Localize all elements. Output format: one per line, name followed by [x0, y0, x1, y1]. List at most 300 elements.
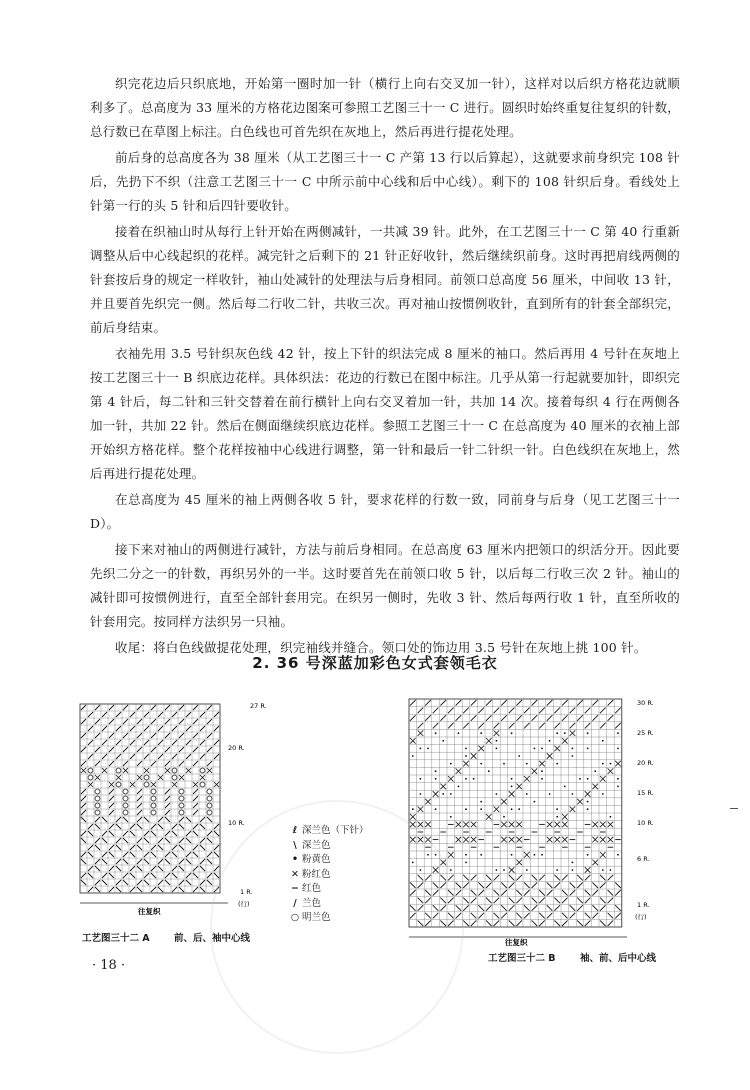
stitch-mark — [587, 808, 589, 810]
stitch-mark — [615, 905, 621, 911]
stitch-mark — [151, 747, 156, 752]
paragraph: 接着在织袖山时从每行上针开始在两侧减针，一共减 39 针。此外，在工艺图三十一 C 第 40 行重新调整从后中心线起织的花样。减完针之后剩下的 21 针正好收针，然后继续织前身。这时再把肩线两侧的针套按后身的规定一样收针，袖山处减针的处理法与后身相同。前领口总高度 56 厘米，中间收 13 针，并且要首先织完一侧。然后每二行收二针，共收三次。再对袖山按惯例收针，直到所有的针套全部织完，前后身结束。 — [90, 224, 680, 335]
stitch-mark — [541, 778, 543, 780]
stitch-mark — [615, 882, 621, 888]
stitch-mark — [214, 824, 219, 829]
stitch-mark — [592, 905, 598, 911]
stitch-mark — [420, 748, 422, 750]
stitch-mark — [151, 852, 156, 857]
row-label: 30 R. — [637, 699, 654, 707]
stitch-mark — [554, 723, 560, 729]
stitch-mark — [102, 831, 107, 836]
stitch-mark — [130, 712, 135, 717]
stitch-mark — [440, 700, 446, 706]
stitch-mark — [478, 890, 484, 896]
stitch-mark — [144, 817, 149, 822]
stitch-mark — [88, 866, 93, 871]
stitch-mark — [509, 882, 515, 888]
stitch-mark — [172, 768, 177, 773]
stitch-mark — [547, 913, 553, 919]
stitch-mark — [207, 747, 212, 752]
stitch-mark — [116, 817, 121, 822]
stitch-mark — [547, 905, 553, 911]
stitch-mark — [450, 763, 452, 765]
stitch-mark — [123, 873, 128, 878]
stitch-mark — [585, 898, 591, 904]
stitch-mark — [539, 913, 545, 919]
stitch-mark — [95, 810, 100, 815]
stitch-mark — [592, 913, 598, 919]
stitch-mark — [425, 700, 431, 706]
stitch-mark — [109, 705, 114, 710]
stitch-mark — [186, 852, 191, 857]
stitch-mark — [95, 719, 100, 724]
stitch-mark — [214, 866, 219, 871]
stitch-mark — [200, 859, 205, 864]
stitch-mark — [471, 875, 477, 881]
stitch-mark — [123, 796, 128, 801]
stitch-mark — [102, 859, 107, 864]
stitch-mark — [435, 732, 437, 734]
stitch-mark — [516, 715, 522, 721]
stitch-mark — [123, 747, 128, 752]
stitch-mark — [587, 801, 589, 803]
stitch-mark — [465, 854, 467, 856]
stitch-mark — [179, 887, 184, 892]
stitch-mark — [494, 708, 500, 714]
stitch-mark — [116, 782, 121, 787]
stitch-mark — [81, 880, 86, 885]
stitch-mark — [123, 852, 128, 857]
stitch-mark — [463, 920, 469, 926]
stitch-mark — [549, 793, 551, 795]
stitch-mark — [144, 859, 149, 864]
stitch-mark — [556, 816, 558, 818]
stitch-mark — [608, 700, 614, 706]
stitch-mark — [186, 873, 191, 878]
stitch-mark — [172, 775, 177, 780]
stitch-mark — [81, 859, 86, 864]
stitch-mark — [503, 869, 505, 871]
stitch-mark — [186, 831, 191, 836]
row-label: 15 R. — [637, 789, 654, 797]
stitch-mark — [572, 862, 574, 864]
stitch-mark — [193, 719, 198, 724]
stitch-mark — [608, 715, 614, 721]
stitch-mark — [179, 803, 184, 808]
stitch-mark — [572, 869, 574, 871]
stitch-mark — [511, 778, 513, 780]
stitch-mark — [123, 719, 128, 724]
stitch-mark — [448, 708, 454, 714]
stitch-mark — [511, 786, 513, 788]
stitch-mark — [193, 803, 198, 808]
stitch-mark — [81, 789, 86, 794]
stitch-mark — [207, 852, 212, 857]
stitch-mark — [109, 873, 114, 878]
stitch-mark — [81, 796, 86, 801]
stitch-mark — [577, 920, 583, 926]
stitch-mark — [130, 831, 135, 836]
stitch-mark — [137, 817, 142, 822]
stitch-mark — [486, 875, 492, 881]
stitch-mark — [549, 740, 551, 742]
stitch-mark — [151, 719, 156, 724]
stitch-mark — [458, 786, 460, 788]
stitch-mark — [165, 803, 170, 808]
stitch-mark — [554, 882, 560, 888]
paragraph: 在总高度为 45 厘米的袖上两侧各收 5 针，要求花样的行数一致，同前身与后身（见工艺图三十一 D）。 — [90, 492, 680, 531]
stitch-mark — [532, 905, 538, 911]
stitch-mark — [207, 810, 212, 815]
stitch-mark — [95, 803, 100, 808]
stitch-mark — [137, 705, 142, 710]
stitch-mark — [172, 824, 177, 829]
stitch-mark — [172, 754, 177, 759]
stitch-mark — [81, 873, 86, 878]
stitch-mark — [137, 733, 142, 738]
stitch-mark — [610, 869, 612, 871]
row-label: 6 R. — [637, 855, 650, 863]
stitch-mark — [172, 740, 177, 745]
stitch-mark — [539, 708, 545, 714]
stitch-mark — [130, 754, 135, 759]
stitch-mark — [570, 882, 576, 888]
stitch-mark — [587, 732, 589, 734]
stitch-mark — [509, 905, 515, 911]
stitch-mark — [539, 890, 545, 896]
stitch-mark — [137, 838, 142, 843]
row-label: 27 R. — [250, 702, 267, 710]
stitch-mark — [617, 854, 619, 856]
stitch-mark — [480, 801, 482, 803]
stitch-mark — [602, 740, 604, 742]
stitch-mark — [193, 887, 198, 892]
stitch-mark — [214, 754, 219, 759]
stitch-mark — [88, 726, 93, 731]
stitch-mark — [158, 859, 163, 864]
stitch-mark — [130, 845, 135, 850]
stitch-mark — [207, 719, 212, 724]
stitch-mark — [186, 817, 191, 822]
stitch-mark — [478, 723, 484, 729]
stitch-mark — [541, 748, 543, 750]
stitch-mark — [102, 817, 107, 822]
stitch-mark — [158, 838, 163, 843]
stitch-mark — [562, 913, 568, 919]
stitch-mark — [88, 852, 93, 857]
stitch-mark — [524, 708, 530, 714]
stitch-mark — [471, 913, 477, 919]
stitch-mark — [547, 882, 553, 888]
stitch-mark — [165, 733, 170, 738]
stitch-mark — [137, 887, 142, 892]
chart-a-caption: 工艺图三十二 A — [82, 933, 150, 944]
stitch-mark — [503, 816, 505, 818]
stitch-mark — [165, 796, 170, 801]
stitch-mark — [186, 726, 191, 731]
stitch-mark — [130, 887, 135, 892]
stitch-mark — [554, 905, 560, 911]
stitch-mark — [602, 763, 604, 765]
stitch-mark — [165, 761, 170, 766]
legend-symbol: • — [291, 854, 299, 865]
stitch-mark — [610, 763, 612, 765]
stitch-mark — [532, 898, 538, 904]
stitch-mark — [123, 859, 128, 864]
stitch-mark — [471, 920, 477, 926]
stitch-mark — [123, 838, 128, 843]
stitch-mark — [123, 761, 128, 766]
stitch-mark — [556, 763, 558, 765]
stitch-mark — [151, 873, 156, 878]
stitch-mark — [130, 726, 135, 731]
stitch-mark — [88, 754, 93, 759]
stitch-mark — [88, 768, 93, 773]
stitch-mark — [541, 770, 543, 772]
stitch-mark — [158, 754, 163, 759]
stitch-mark — [165, 810, 170, 815]
legend-label: 兰色 — [302, 897, 322, 909]
stitch-mark — [456, 715, 462, 721]
stitch-mark — [158, 866, 163, 871]
stitch-mark — [137, 845, 142, 850]
paragraph: 接下来对袖山的两侧进行减针，方法与前后身相同。在总高度 63 厘米内把领口的织活分开。因此要先织二分之一的针数，再织另外的一半。这时要首先在前领口收 5 针，以后每二行收三次 2 针。袖山的减针即可按惯例进行，直至全部针套用完。在织另一侧时，先收 3 针、然后每两行收 1 针，直至所收的针套用完。按同样方法织另一只袖。 — [90, 542, 680, 629]
stitch-mark — [165, 705, 170, 710]
stitch-mark — [532, 920, 538, 926]
stitch-mark — [465, 755, 467, 757]
chart-a-caption-center: 前、后、袖中心线 — [174, 933, 251, 944]
stitch-mark — [88, 873, 93, 878]
stitch-mark — [602, 793, 604, 795]
stitch-mark — [516, 700, 522, 706]
stitch-mark — [526, 869, 528, 871]
paragraph: 衣袖先用 3.5 号针织灰色线 42 针，按上下针的织法完成 8 厘米的袖口。然后再用 4 号针在灰地上按工艺图三十一 B 织底边花样。具体织法：花边的行数已在图中标注。几乎从第一行起就要加针，即织完第 4 针后，每二针和三针交替着在前行横针上向右交叉着加一针，共加 14 次。接着每织 4 行在两侧各加一针，共加 22 针。然后在侧面继续织底边花样。参照工艺图三十一 C 在总高度为 40 厘米的衣袖上部开始织方格花样。整个花样按袖中心线进行调整，第一针和最后一针二针织一针。白色线织在灰地上，然后再进行提花处理。 — [90, 346, 680, 481]
stitch-mark — [109, 887, 114, 892]
stitch-mark — [494, 898, 500, 904]
stitch-mark — [144, 838, 149, 843]
stitch-mark — [95, 733, 100, 738]
stitch-mark — [478, 905, 484, 911]
stitch-mark — [608, 875, 614, 881]
stitch-mark — [572, 793, 574, 795]
row-label: 20 R. — [637, 759, 654, 767]
stitch-mark — [600, 920, 606, 926]
stitch-mark — [193, 747, 198, 752]
stitch-mark — [556, 732, 558, 734]
stitch-mark — [600, 898, 606, 904]
stitch-mark — [501, 905, 507, 911]
stitch-mark — [102, 880, 107, 885]
stitch-mark — [207, 789, 212, 794]
stitch-mark — [88, 740, 93, 745]
stitch-mark — [207, 873, 212, 878]
stitch-mark — [214, 852, 219, 857]
stitch-mark — [200, 782, 205, 787]
row-label: 10 R. — [637, 819, 654, 827]
stitch-mark — [200, 712, 205, 717]
stitch-mark — [420, 793, 422, 795]
stitch-mark — [214, 873, 219, 878]
stitch-mark — [144, 880, 149, 885]
stitch-mark — [617, 748, 619, 750]
stitch-mark — [509, 920, 515, 926]
stitch-mark — [214, 845, 219, 850]
stitch-mark — [496, 740, 498, 742]
stitch-mark — [193, 810, 198, 815]
stitch-mark — [137, 824, 142, 829]
stitch-mark — [585, 890, 591, 896]
stitch-mark — [137, 803, 142, 808]
stitch-mark — [418, 708, 424, 714]
stitch-mark — [81, 719, 86, 724]
stitch-mark — [109, 845, 114, 850]
stitch-mark — [165, 719, 170, 724]
stitch-mark — [465, 808, 467, 810]
stitch-mark — [608, 890, 614, 896]
stitch-mark — [547, 700, 553, 706]
stitch-mark — [448, 723, 454, 729]
stitch-mark — [151, 733, 156, 738]
stitch-mark — [193, 705, 198, 710]
stitch-mark — [123, 831, 128, 836]
stitch-mark — [511, 808, 513, 810]
stitch-mark — [501, 715, 507, 721]
stitch-mark — [137, 866, 142, 871]
stitch-mark — [539, 920, 545, 926]
stitch-mark — [95, 761, 100, 766]
row-label: 25 R. — [637, 729, 654, 737]
stitch-mark — [200, 887, 205, 892]
stitch-mark — [179, 817, 184, 822]
stitch-mark — [442, 793, 444, 795]
stitch-mark — [179, 880, 184, 885]
stitch-mark — [214, 740, 219, 745]
stitch-mark — [81, 817, 86, 822]
stitch-mark — [562, 890, 568, 896]
stitch-mark — [137, 810, 142, 815]
stitch-mark — [214, 726, 219, 731]
stitch-mark — [600, 905, 606, 911]
stitch-mark — [463, 882, 469, 888]
stitch-mark — [193, 789, 198, 794]
row-label: 1 R. — [240, 888, 253, 896]
stitch-mark — [81, 733, 86, 738]
bottom-label: 往复织 — [138, 907, 161, 916]
stitch-mark — [144, 873, 149, 878]
stitch-mark — [600, 723, 606, 729]
margin-tick — [730, 808, 738, 809]
stitch-mark — [509, 708, 515, 714]
stitch-mark — [123, 705, 128, 710]
stitch-mark — [95, 796, 100, 801]
stitch-mark — [193, 852, 198, 857]
stitch-mark — [179, 866, 184, 871]
stitch-mark — [95, 824, 100, 829]
stitch-mark — [151, 803, 156, 808]
legend-label: 明兰色 — [302, 912, 331, 923]
stitch-mark — [137, 747, 142, 752]
stitch-mark — [587, 854, 589, 856]
stitch-mark — [509, 898, 515, 904]
stitch-mark — [572, 748, 574, 750]
stitch-mark — [496, 869, 498, 871]
stitch-mark — [165, 747, 170, 752]
stitch-mark — [144, 754, 149, 759]
stitch-mark — [524, 905, 530, 911]
stitch-mark — [539, 875, 545, 881]
legend-label: 粉黄色 — [302, 854, 331, 865]
paragraph: 织完花边后只织底地，开始第一圈时加一针（横行上向右交叉加一针），这样对以后织方格花边就顺利多了。总高度为 33 厘米的方格花边图案可参照工艺图三十一 C 进行。圆织时始终重复往复织的针数，总行数已在草图上标注。白色线也可首先织在灰地上，然后再进行提花处理。 — [90, 76, 680, 139]
stitch-mark — [207, 803, 212, 808]
stitch-mark — [88, 775, 93, 780]
stitch-mark — [186, 880, 191, 885]
stitch-mark — [165, 817, 170, 822]
stitch-mark — [81, 747, 86, 752]
stitch-mark — [172, 852, 177, 857]
stitch-mark — [116, 887, 121, 892]
stitch-mark — [442, 740, 444, 742]
stitch-mark — [503, 763, 505, 765]
stitch-mark — [200, 754, 205, 759]
stitch-mark — [81, 838, 86, 843]
stitch-mark — [123, 817, 128, 822]
stitch-mark — [158, 824, 163, 829]
stitch-mark — [516, 890, 522, 896]
stitch-mark — [109, 761, 114, 766]
body-text — [90, 72, 680, 662]
stitch-mark — [486, 700, 492, 706]
stitch-mark — [193, 796, 198, 801]
stitch-mark — [102, 726, 107, 731]
stitch-mark — [440, 715, 446, 721]
stitch-mark — [172, 831, 177, 836]
stitch-mark — [471, 890, 477, 896]
stitch-mark — [200, 838, 205, 843]
stitch-mark — [193, 845, 198, 850]
stitch-mark — [102, 873, 107, 878]
stitch-mark — [585, 913, 591, 919]
stitch-mark — [509, 723, 515, 729]
stitch-mark — [465, 778, 467, 780]
stitch-mark — [486, 715, 492, 721]
stitch-mark — [207, 817, 212, 822]
stitch-mark — [137, 789, 142, 794]
stitch-mark — [165, 873, 170, 878]
stitch-mark — [207, 880, 212, 885]
stitch-mark — [615, 890, 621, 896]
stitch-mark — [137, 859, 142, 864]
stitch-mark — [179, 838, 184, 843]
stitch-mark — [471, 715, 477, 721]
stitch-mark — [450, 793, 452, 795]
stitch-mark — [151, 866, 156, 871]
paragraph: 前后身的总高度各为 38 厘米（从工艺图三十一 C 产第 13 行以后算起），这就要求前身织完 108 针后，先扔下不织（注意工艺图三十一 C 中所示前中心线和后中心线）。剩下的 108 针织后身。看线处上针第一行的头 5 针和后四针要收针。 — [90, 150, 680, 213]
stitch-mark — [562, 700, 568, 706]
stitch-mark — [585, 920, 591, 926]
stitch-mark — [524, 890, 530, 896]
stitch-mark — [193, 873, 198, 878]
stitch-mark — [116, 838, 121, 843]
stitch-mark — [95, 838, 100, 843]
stitch-mark — [465, 748, 467, 750]
stitch-mark — [109, 824, 114, 829]
stitch-mark — [123, 810, 128, 815]
stitch-mark — [600, 708, 606, 714]
stitch-mark — [179, 796, 184, 801]
legend-symbol: / — [293, 897, 297, 909]
stitch-mark — [494, 890, 500, 896]
